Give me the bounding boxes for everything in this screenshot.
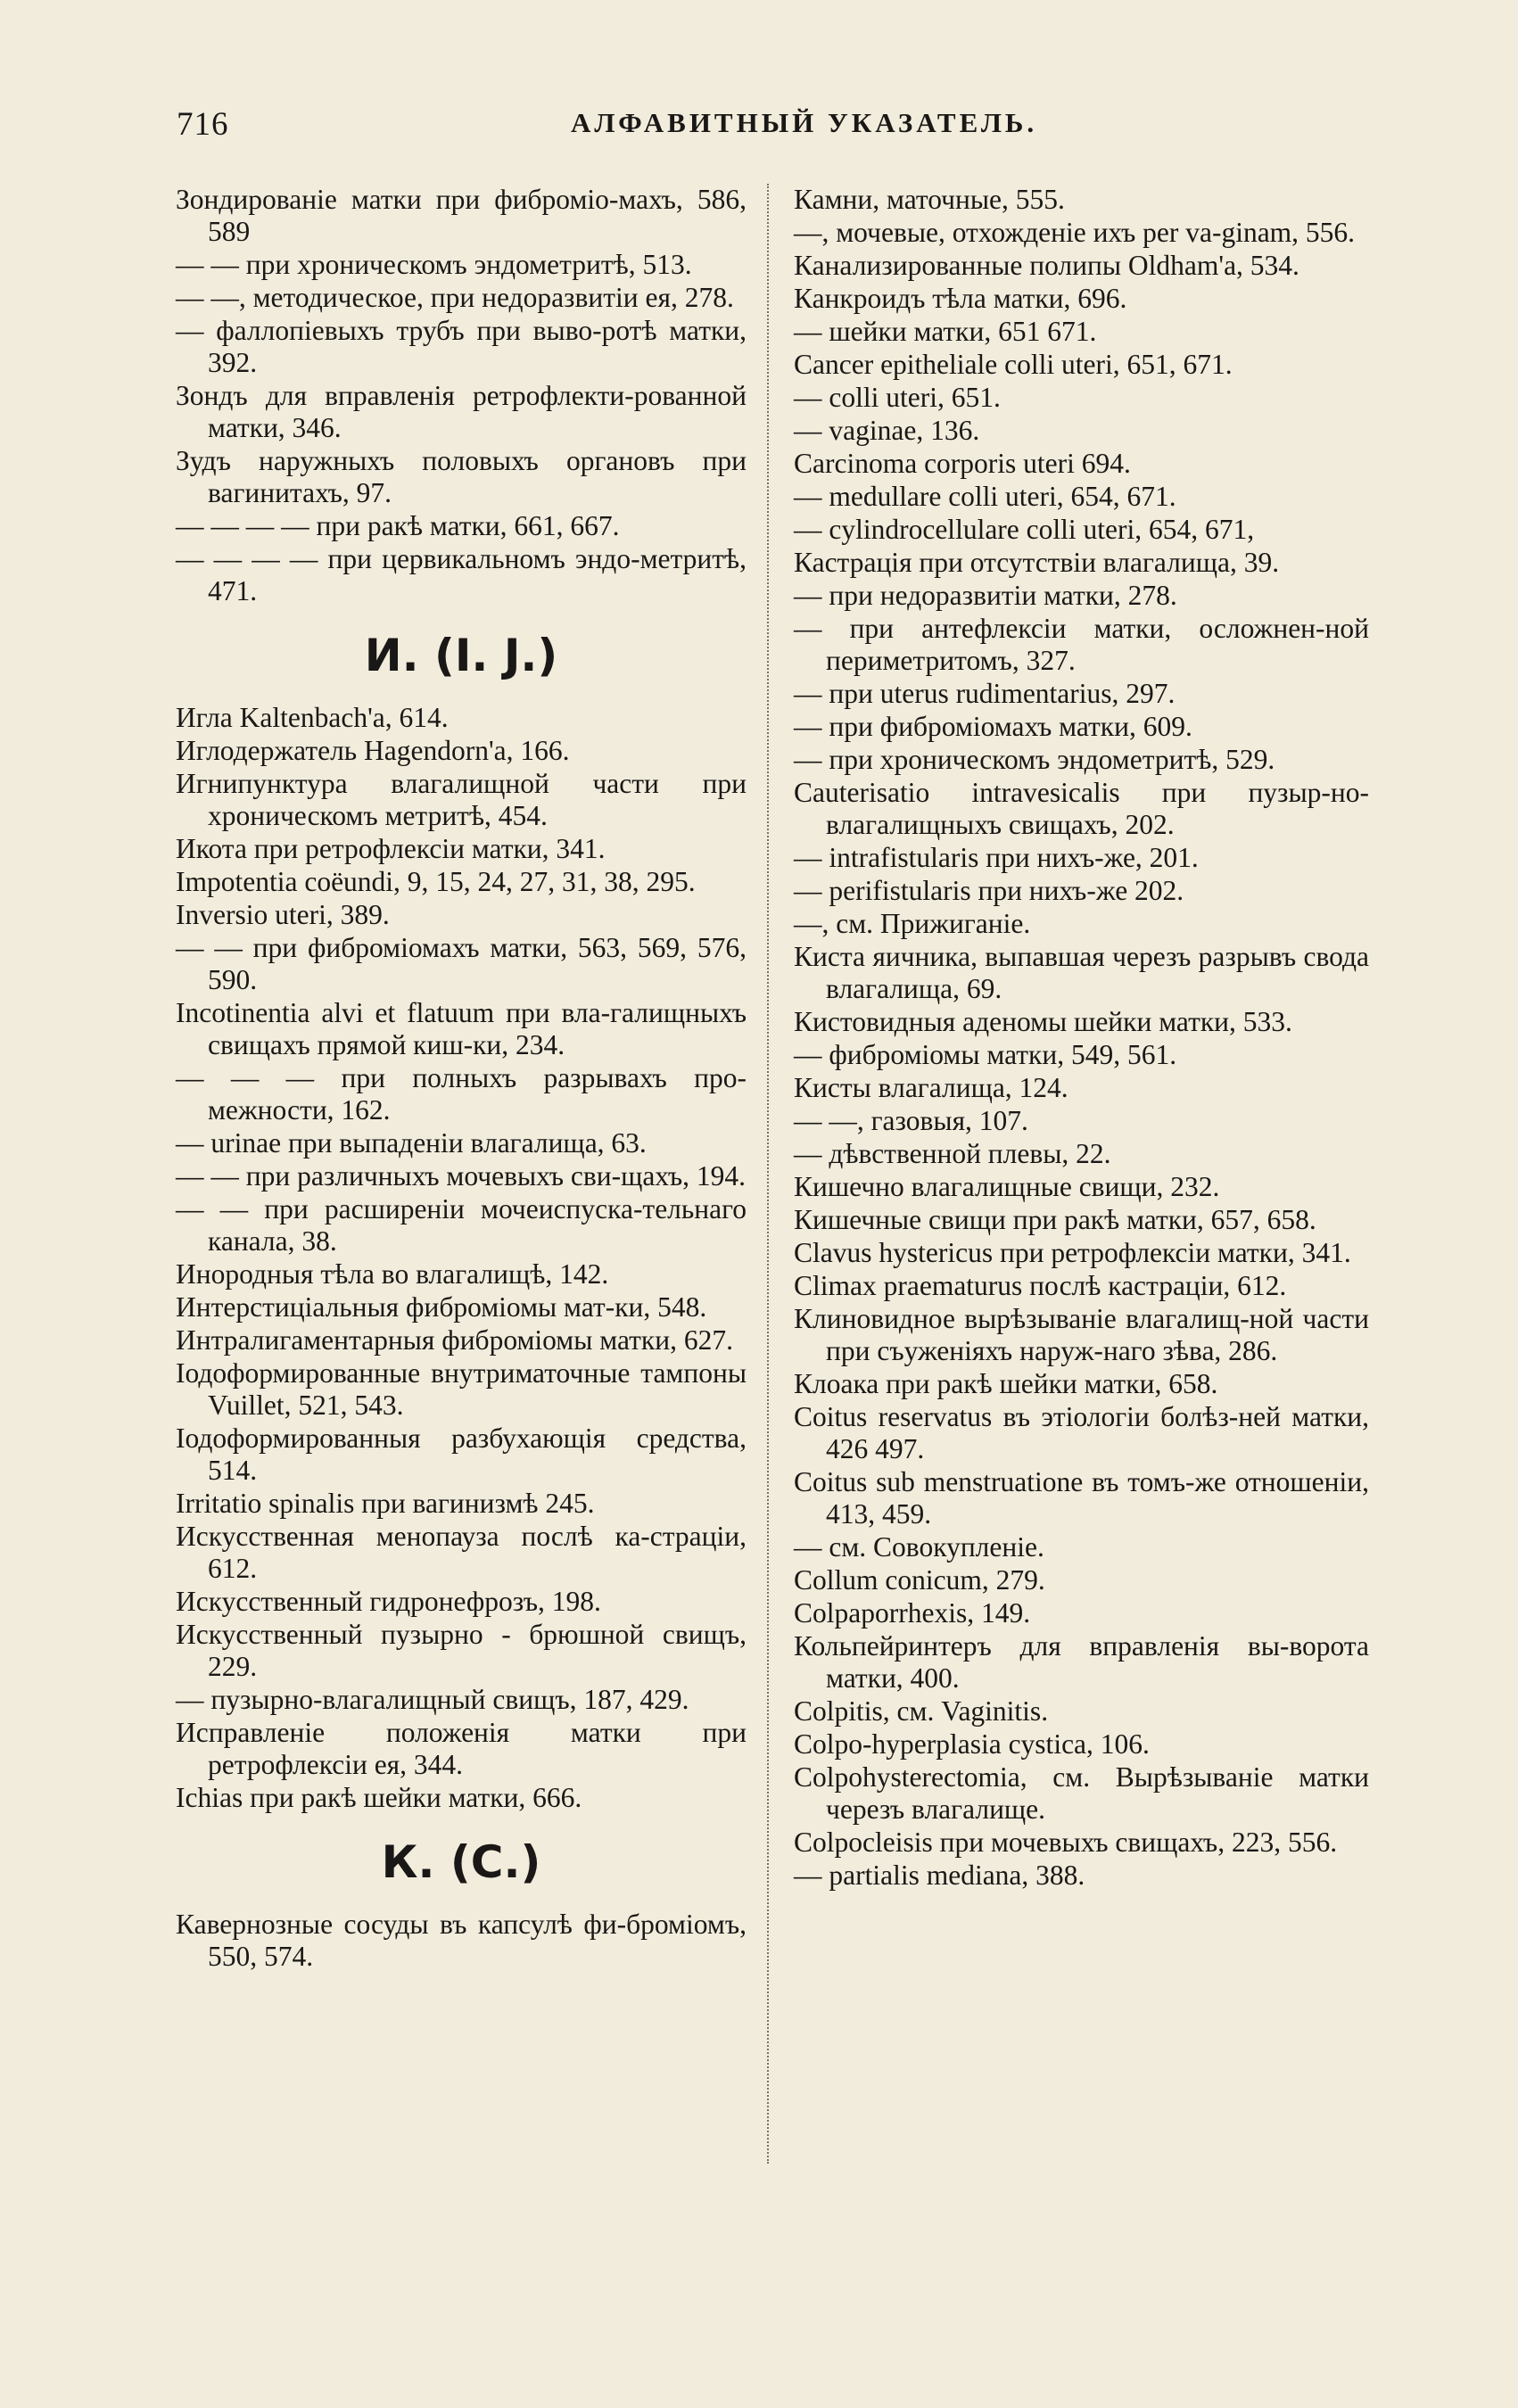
running-header: АЛФАВИТНЫЙ УКАЗАТЕЛЬ. (571, 107, 1038, 138)
index-entry: Канкроидъ тѣла матки, 696. (794, 283, 1127, 314)
index-entry: Climax praematurus послѣ кастраціи, 612. (794, 1270, 1287, 1301)
index-entry: — фаллопіевыхъ трубъ при выво-ротѣ матки, 392. (176, 315, 747, 378)
index-entry: Colpocleisis при мочевыхъ свищахъ, 223, 556. (794, 1827, 1338, 1858)
index-entry: Исправленіе положенія матки при ретрофлексіи ея, 344. (176, 1717, 747, 1780)
index-entry: Кавернозные сосуды въ капсулѣ фи-броміомъ, 550, 574. (176, 1909, 747, 1972)
index-entry: Colpo-hyperplasia cystica, 106. (794, 1728, 1150, 1760)
index-entry: Іодоформированные внутриматочные тампоны Vuillet, 521, 543. (176, 1357, 747, 1421)
index-entry: — при недоразвитіи матки, 278. (794, 580, 1177, 611)
index-entry: Carcinoma corporis uteri 694. (794, 448, 1131, 479)
index-entry: — — — при полныхъ разрывахъ про-межности, 162. (176, 1062, 747, 1126)
index-entry: —, см. Прижиганіе. (794, 908, 1031, 939)
index-entry: Collum conicum, 279. (794, 1564, 1045, 1596)
index-entry: — — — — при ракѣ матки, 661, 667. (176, 510, 620, 541)
index-entry: Кишечно влагалищные свищи, 232. (794, 1171, 1220, 1202)
index-entry: — шейки матки, 651 671. (794, 316, 1097, 347)
index-entry: Искусственная менопауза послѣ ка-страціи, 612. (176, 1521, 747, 1584)
index-entry: Интралигаментарныя фиброміомы матки, 627. (176, 1324, 733, 1356)
index-entry: Clavus hystericus при ретрофлексіи матки, 341. (794, 1237, 1351, 1268)
index-entry: — фиброміомы матки, 549, 561. (794, 1039, 1177, 1070)
index-entry: Colpaporrhexis, 149. (794, 1597, 1031, 1629)
index-entry: — при фиброміомахъ матки, 609. (794, 711, 1192, 742)
index-entry: — при uterus rudimentarius, 297. (794, 678, 1176, 709)
index-entry: Икота при ретрофлексіи матки, 341. (176, 833, 606, 864)
index-entry: Кишечные свищи при ракѣ матки, 657, 658. (794, 1204, 1316, 1235)
index-entry: Иглодержатель Hagendorn'а, 166. (176, 735, 570, 766)
index-entry: Зудъ наружныхъ половыхъ органовъ при вагинитахъ, 97. (176, 445, 747, 508)
index-entry: — medullare colli uteri, 654, 671. (794, 481, 1176, 512)
index-entry: — при хроническомъ эндометритѣ, 529. (794, 744, 1275, 775)
index-entry: Зондъ для вправленія ретрофлекти-рованной матки, 346. (176, 380, 747, 443)
index-entry: — —, методическое, при недоразвитіи ея, 278. (176, 282, 734, 313)
index-entry: — partialis mediana, 388. (794, 1860, 1085, 1891)
index-entry: — при антефлексіи матки, осложнен-ной периметритомъ, 327. (794, 613, 1369, 676)
index-entry: Colpohysterectomia, см. Вырѣзываніе матки черезъ влагалище. (794, 1761, 1369, 1825)
index-entry: Киста яичника, выпавшая черезъ разрывъ свода влагалища, 69. (794, 941, 1369, 1004)
index-entry: — colli uteri, 651. (794, 382, 1001, 413)
index-entry: Colpitis, см. Vaginitis. (794, 1695, 1049, 1727)
page-number: 716 (177, 106, 229, 143)
index-entry: Клоака при ракѣ шейки матки, 658. (794, 1368, 1218, 1399)
index-entry: Impotentia coëundi, 9, 15, 24, 27, 31, 38, 295. (176, 866, 696, 897)
index-entry: — — при расширеніи мочеиспуска-тельнаго канала, 38. (176, 1193, 747, 1257)
index-entry: Клиновидное вырѣзываніе влагалищ-ной части при съуженіяхъ наруж-наго зѣва, 286. (794, 1303, 1369, 1366)
index-entry: Cauterisatio intravesicalis при пузыр-но-влагалищныхъ свищахъ, 202. (794, 777, 1369, 840)
index-entry: Искусственный пузырно - брюшной свищъ, 229. (176, 1619, 747, 1682)
index-entry: — cylindrocellulare colli uteri, 654, 671, (794, 514, 1255, 545)
index-entry: Inversio uteri, 389. (176, 899, 390, 930)
column-divider (767, 184, 769, 2164)
index-entry: Канализированные полипы Oldham'а, 534. (794, 250, 1299, 281)
index-column-right (794, 184, 1369, 1893)
index-entry: Игла Kaltenbach'а, 614. (176, 702, 449, 733)
index-entry: Irritatio spinalis при вагинизмѣ 245. (176, 1488, 595, 1519)
index-entry: Зондированіе матки при фиброміо-махъ, 586, 589 (176, 184, 747, 247)
index-entry: Камни, маточные, 555. (794, 184, 1065, 215)
index-entry: Кольпейринтеръ для вправленія вы-ворота матки, 400. (794, 1630, 1369, 1694)
index-entry: — — при различныхъ мочевыхъ сви-щахъ, 194. (176, 1160, 747, 1192)
index-entry: — vaginae, 136. (794, 415, 980, 446)
index-entry: — —, газовыя, 107. (794, 1105, 1028, 1136)
index-entry: Кисты влагалища, 124. (794, 1072, 1068, 1103)
index-entry: — — при хроническомъ эндометритѣ, 513. (176, 249, 692, 280)
section-heading: К. (C.) (381, 1836, 541, 1888)
index-entry: Coitus reservatus въ этіологіи болѣз-ней матки, 426 497. (794, 1401, 1369, 1464)
index-entry: — perifistularis при нихъ-же 202. (794, 875, 1184, 906)
index-entry: —, мочевые, отхожденіе ихъ per va-ginam, 556. (794, 217, 1356, 248)
index-entry: Искусственный гидронефрозъ, 198. (176, 1586, 601, 1617)
index-entry: — дѣвственной плевы, 22. (794, 1138, 1111, 1169)
index-entry: — — — — при цервикальномъ эндо-метритѣ, 471. (176, 543, 747, 606)
index-entry: — пузырно-влагалищный свищъ, 187, 429. (176, 1684, 689, 1715)
index-entry: Кастрація при отсутствіи влагалища, 39. (794, 547, 1280, 578)
index-entry: — — при фиброміомахъ матки, 563, 569, 576, 590. (176, 932, 747, 995)
index-entry: Coitus sub menstruatione въ томъ-же отношеніи, 413, 459. (794, 1466, 1369, 1530)
index-entry: Инородныя тѣла во влагалищѣ, 142. (176, 1258, 609, 1290)
index-entry: Кистовидныя аденомы шейки матки, 533. (794, 1006, 1292, 1037)
index-entry: — intrafistularis при нихъ-же, 201. (794, 842, 1199, 873)
index-entry: Іодоформированныя разбухающія средства, 514. (176, 1423, 747, 1486)
index-entry: — urinae при выпаденіи влагалища, 63. (176, 1127, 647, 1159)
index-entry: — см. Совокупленіе. (794, 1531, 1044, 1563)
index-entry: Ichias при ракѣ шейки матки, 666. (176, 1782, 582, 1813)
index-entry: Cancer epitheliale colli uteri, 651, 671. (794, 349, 1233, 380)
index-column-left (176, 184, 747, 1974)
section-heading: И. (I. J.) (364, 630, 558, 681)
index-entry: Игнипунктура влагалищной части при хроническомъ метритѣ, 454. (176, 768, 747, 831)
index-entry: Incotinentia alvi et flatuum при вла-галищныхъ свищахъ прямой киш-ки, 234. (176, 997, 747, 1060)
index-entry: Интерстиціальныя фиброміомы мат-ки, 548. (176, 1291, 707, 1323)
